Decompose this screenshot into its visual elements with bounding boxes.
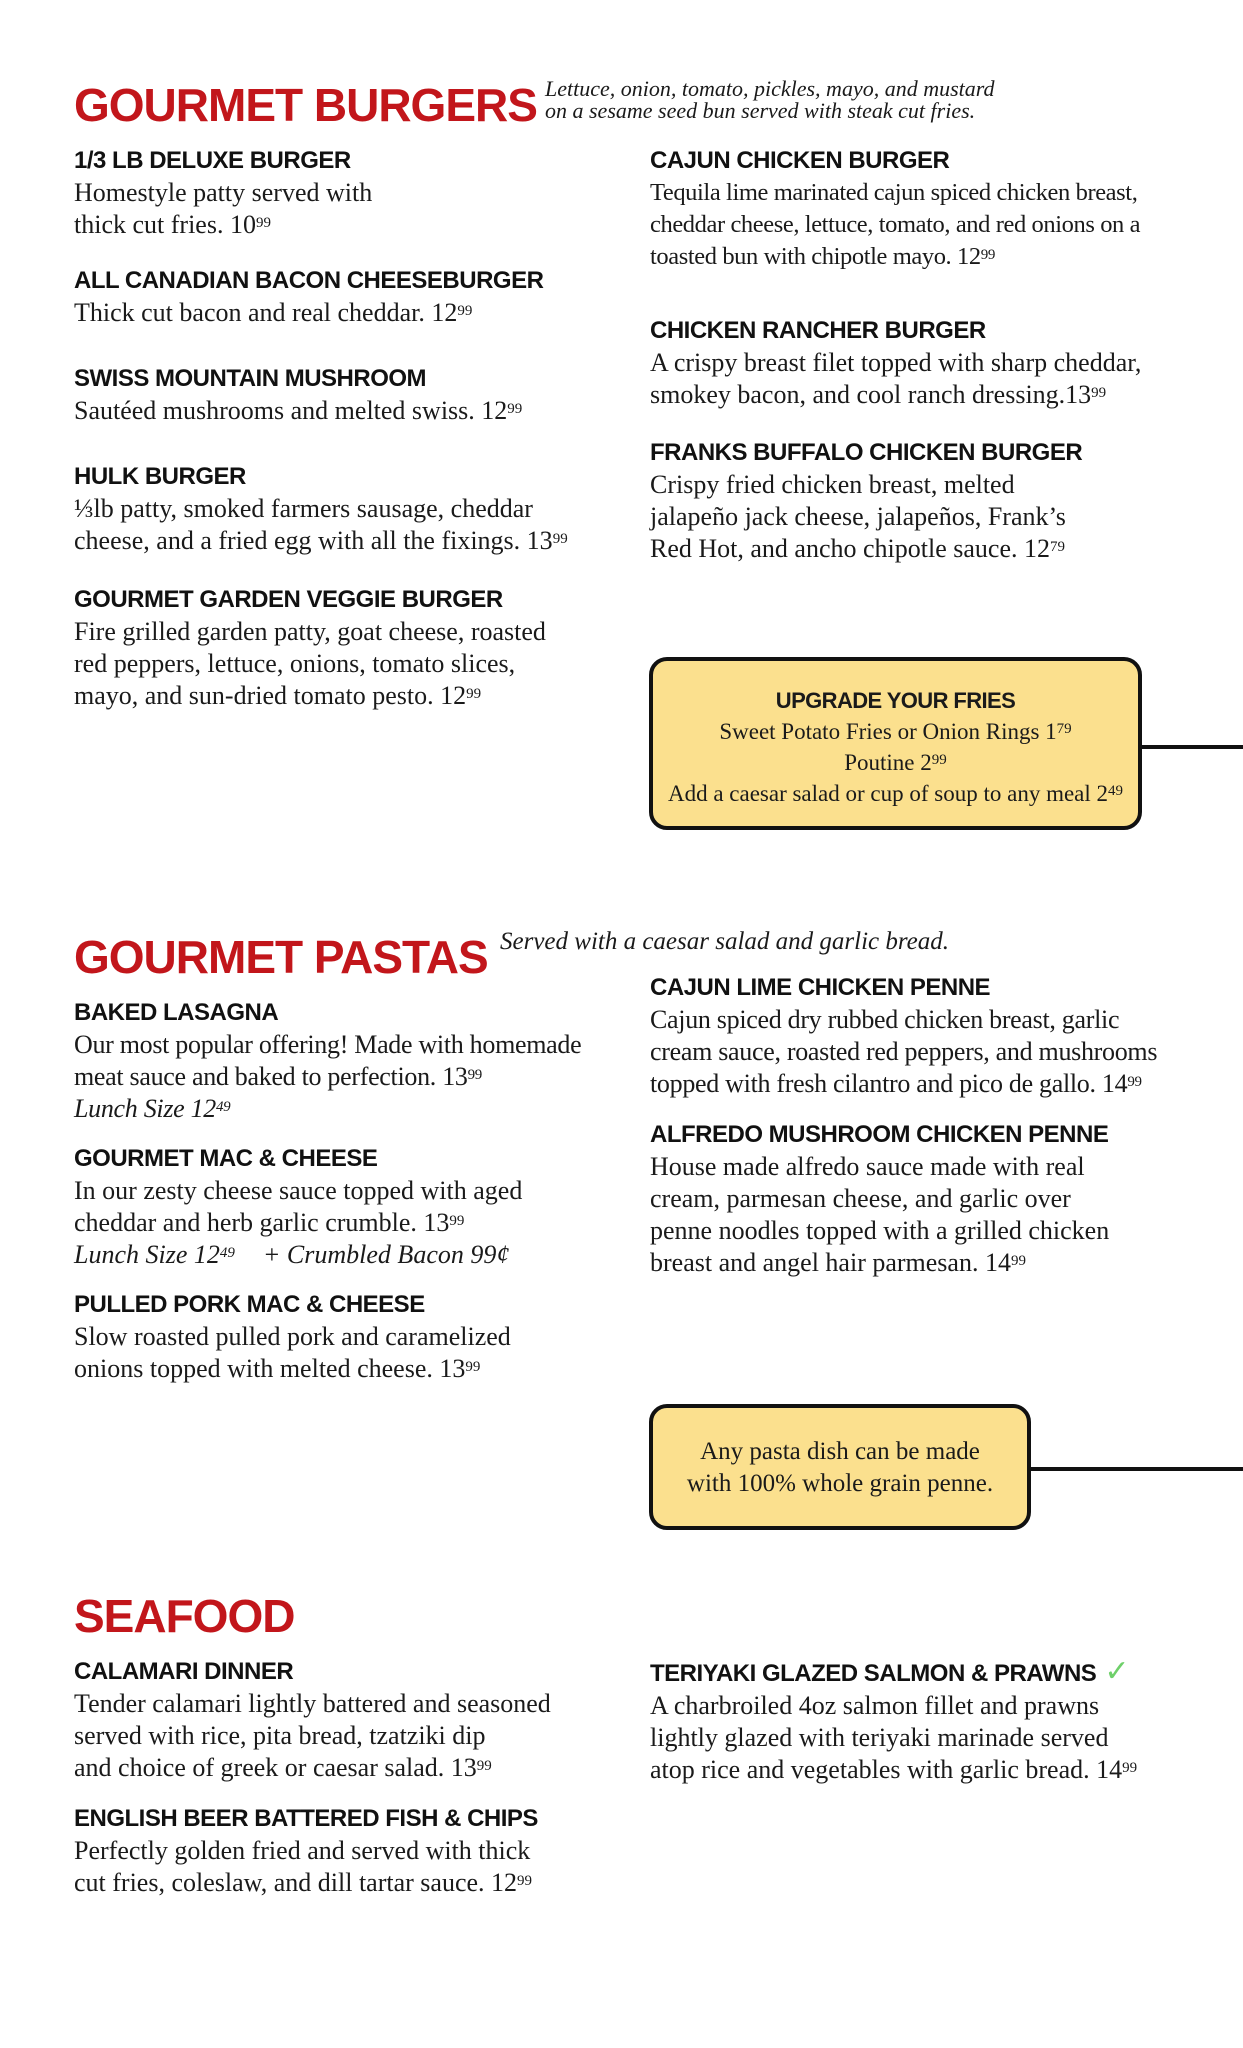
price-cents: 49 <box>1108 783 1124 799</box>
price-cents: 79 <box>1056 721 1072 737</box>
menu-item-description <box>74 177 614 241</box>
menu-item-name: GOURMET GARDEN VEGGIE BURGER <box>74 586 503 613</box>
desc-line: ⅓lb patty, smoked farmers sausage, cheddar <box>74 494 533 523</box>
desc-line: Tender calamari lightly battered and seasoned <box>74 1689 551 1718</box>
callout-line: with 100% whole grain penne. <box>686 1470 994 1497</box>
menu-item-gourmet-mac-cheese <box>74 1143 634 1271</box>
desc-line: thick cut fries. $10^{99}$ <box>74 210 271 239</box>
callout-title: UPGRADE YOUR FRIES <box>775 688 1016 713</box>
desc-line: cream, parmesan cheese, and garlic over <box>650 1184 1071 1213</box>
menu-item-description <box>74 1029 634 1125</box>
menu-item-name: ALFREDO MUSHROOM CHICKEN PENNE <box>650 1121 1109 1148</box>
price-cents: 99 <box>465 1359 481 1375</box>
desc-line: Sautéed mushrooms and melted swiss. $12^{99}$ <box>74 396 523 425</box>
menu-item-description <box>650 1151 1240 1279</box>
menu-item-description <box>74 297 634 329</box>
desc-line: Crispy fried chicken breast, melted <box>650 470 1015 499</box>
price-cents: 99 <box>980 247 995 263</box>
menu-item-name: CHICKEN RANCHER BURGER <box>650 317 986 344</box>
price-cents: 99 <box>1010 1253 1026 1269</box>
menu-item-name: SWISS MOUNTAIN MUSHROOM <box>74 365 427 392</box>
desc-line: cut fries, coleslaw, and dill tartar sauce. $12^{99}$ <box>74 1868 533 1897</box>
menu-item-swiss-mountain-mushroom <box>74 363 634 427</box>
menu-item-franks-buffalo-chicken-burger <box>650 437 1240 565</box>
desc-line: In our zesty cheese sauce topped with aged <box>74 1176 523 1205</box>
price-cents: 99 <box>467 1067 482 1083</box>
price-cents: 49 <box>215 1099 231 1115</box>
menu-item-name: BAKED LASAGNA <box>74 999 279 1026</box>
desc-line: red peppers, lettuce, onions, tomato slices, <box>74 649 516 678</box>
menu-item-description <box>650 1004 1240 1100</box>
menu-item-hulk-burger <box>74 461 634 557</box>
desc-line: served with rice, pita bread, tzatziki dip <box>74 1721 486 1750</box>
menu-item-canadian-bacon-cheeseburger <box>74 265 634 329</box>
desc-line: meat sauce and baked to perfection. $13^{99}$ <box>74 1062 482 1091</box>
desc-line: penne noodles topped with a grilled chicken <box>650 1216 1110 1245</box>
lunch-size-note: Lunch Size $12^{49}$ <box>74 1094 231 1123</box>
upgrade-fries-callout <box>649 657 1142 830</box>
menu-item-garden-veggie-burger <box>74 584 634 712</box>
desc-line: Perfectly golden fried and served with thick <box>74 1836 531 1865</box>
desc-line: atop rice and vegetables with garlic bread. $14^{99}$ <box>650 1755 1138 1784</box>
menu-item-name: CALAMARI DINNER <box>74 1658 294 1685</box>
menu-item-name: ALL CANADIAN BACON CHEESEBURGER <box>74 267 544 294</box>
price-cents: 99 <box>552 531 568 547</box>
menu-item-description <box>650 1690 1240 1786</box>
desc-line: topped with fresh cilantro and pico de gallo. $14^{99}$ <box>650 1069 1142 1098</box>
lunch-size-note: Lunch Size $12^{49}$ + Crumbled Bacon 99¢ <box>74 1240 510 1269</box>
menu-item-description <box>74 1321 634 1385</box>
menu-item-description <box>74 1688 634 1784</box>
menu-item-description <box>74 616 634 712</box>
desc-line: Slow roasted pulled pork and caramelized <box>74 1322 511 1351</box>
desc-line: A charbroiled 4oz salmon fillet and prawns <box>650 1691 1100 1720</box>
price-cents: 99 <box>1122 1760 1138 1776</box>
menu-item-description <box>74 1835 634 1899</box>
menu-item-baked-lasagna <box>74 997 634 1125</box>
menu-item-description <box>74 493 634 557</box>
desc-line: cream sauce, roasted red peppers, and mushrooms <box>650 1037 1158 1066</box>
price-cents: 99 <box>457 303 473 319</box>
callout-line: Sweet Potato Fries or Onion Rings $1^{79}$ <box>719 719 1072 744</box>
price-cents: 49 <box>219 1245 235 1261</box>
whole-grain-penne-callout <box>649 1404 1031 1530</box>
desc-line: onions topped with melted cheese. $13^{99}$ <box>74 1354 481 1383</box>
menu-item-description <box>650 347 1240 411</box>
price-cents: 99 <box>466 686 482 702</box>
menu-item-name: ENGLISH BEER BATTERED FISH & CHIPS <box>74 1805 538 1832</box>
seafood-section-title: SEAFOOD <box>74 1590 295 1642</box>
menu-item-description <box>650 177 1240 273</box>
desc-line: Our most popular offering! Made with homemade <box>74 1030 582 1059</box>
price-cents: 99 <box>1127 1074 1142 1090</box>
menu-item-deluxe-burger <box>74 145 614 241</box>
price-cents: 79 <box>1050 539 1065 555</box>
burgers-subtitle-line: on a sesame seed bun served with steak cut fries. <box>545 98 976 123</box>
desc-line: Red Hot, and ancho chipotle sauce. $12^{79}$ <box>650 534 1065 563</box>
price-cents: 99 <box>931 752 947 768</box>
menu-item-name: GOURMET MAC & CHEESE <box>74 1145 378 1172</box>
menu-item-chicken-rancher-burger <box>650 315 1240 411</box>
desc-line: Cajun spiced dry rubbed chicken breast, garlic <box>650 1005 1120 1034</box>
menu-item-name: PULLED PORK MAC & CHEESE <box>74 1291 425 1318</box>
pastas-section-subtitle: Served with a caesar salad and garlic bread. <box>500 928 950 955</box>
burgers-section-title: GOURMET BURGERS <box>74 79 537 131</box>
desc-line: House made alfredo sauce made with real <box>650 1152 1085 1181</box>
checkmark-icon: ✓ <box>1104 1655 1129 1688</box>
desc-line: A crispy breast filet topped with sharp cheddar, <box>650 348 1142 377</box>
desc-line: Tequila lime marinated cajun spiced chicken breast, <box>650 179 1138 206</box>
menu-item-alfredo-mushroom-chicken-penne <box>650 1119 1240 1279</box>
desc-line: toasted bun with chipotle mayo. $12^{99}$ <box>650 243 995 270</box>
price-cents: 99 <box>1091 385 1107 401</box>
pastas-section-title: GOURMET PASTAS <box>74 931 488 983</box>
price-cents: 99 <box>255 215 271 231</box>
menu-item-name: CAJUN CHICKEN BURGER <box>650 147 950 174</box>
menu-item-name: CAJUN LIME CHICKEN PENNE <box>650 974 991 1001</box>
menu-item-pulled-pork-mac-cheese <box>74 1289 634 1385</box>
menu-item-fish-and-chips <box>74 1803 634 1899</box>
callout-line: Add a caesar salad or cup of soup to any meal $2^{49}$ <box>667 781 1124 806</box>
desc-line: Fire grilled garden patty, goat cheese, roasted <box>74 617 546 646</box>
desc-line: cheddar and herb garlic crumble. $13^{99}$ <box>74 1208 465 1237</box>
menu-item-name: 1/3 LB DELUXE BURGER <box>74 147 351 174</box>
desc-line: cheese, and a fried egg with all the fixings. $13^{99}$ <box>74 526 568 555</box>
add-on-note: + Crumbled Bacon 99¢ <box>262 1240 510 1269</box>
desc-line: and choice of greek or caesar salad. $13^{99}$ <box>74 1753 492 1782</box>
menu-item-description <box>74 395 634 427</box>
desc-line: lightly glazed with teriyaki marinade served <box>650 1723 1109 1752</box>
menu-item-description <box>650 469 1240 565</box>
menu-item-description <box>74 1175 634 1271</box>
burgers-subtitle-line: Lettuce, onion, tomato, pickles, mayo, and mustard <box>545 76 995 101</box>
menu-item-cajun-chicken-burger <box>650 145 1240 273</box>
desc-line: Homestyle patty served with <box>74 178 373 207</box>
desc-line: smokey bacon, and cool ranch $dressing.13^{99}$ <box>650 380 1107 409</box>
desc-line: mayo, and sun-dried tomato pesto. $12^{99}$ <box>74 681 482 710</box>
menu-item-teriyaki-salmon-prawns <box>650 1656 1240 1786</box>
menu-item-calamari-dinner <box>74 1656 634 1784</box>
desc-line: cheddar cheese, lettuce, tomato, and red onions on a <box>650 211 1141 238</box>
price-cents: 99 <box>507 401 523 417</box>
menu-item-name: FRANKS BUFFALO CHICKEN BURGER <box>650 439 1083 466</box>
burgers-section-subtitle <box>545 78 995 122</box>
menu-item-name: HULK BURGER <box>74 463 246 490</box>
desc-line: Thick cut bacon and real cheddar. $12^{99}$ <box>74 298 473 327</box>
callout-line: Poutine $2^{99}$ <box>844 750 947 775</box>
desc-line: breast and angel hair parmesan. $14^{99}$ <box>650 1248 1026 1277</box>
desc-line: jalapeño jack cheese, jalapeños, Frank’s <box>650 502 1066 531</box>
callout-line: Any pasta dish can be made <box>700 1438 980 1465</box>
price-cents: 99 <box>449 1213 465 1229</box>
menu-item-name: TERIYAKI GLAZED SALMON & PRAWNS ✓ <box>650 1655 1129 1688</box>
price-cents: 99 <box>517 1873 533 1889</box>
menu-item-cajun-lime-chicken-penne <box>650 972 1240 1100</box>
price-cents: 99 <box>476 1758 492 1774</box>
callout-connector-line <box>1140 745 1243 749</box>
callout-connector-line <box>1029 1467 1243 1471</box>
